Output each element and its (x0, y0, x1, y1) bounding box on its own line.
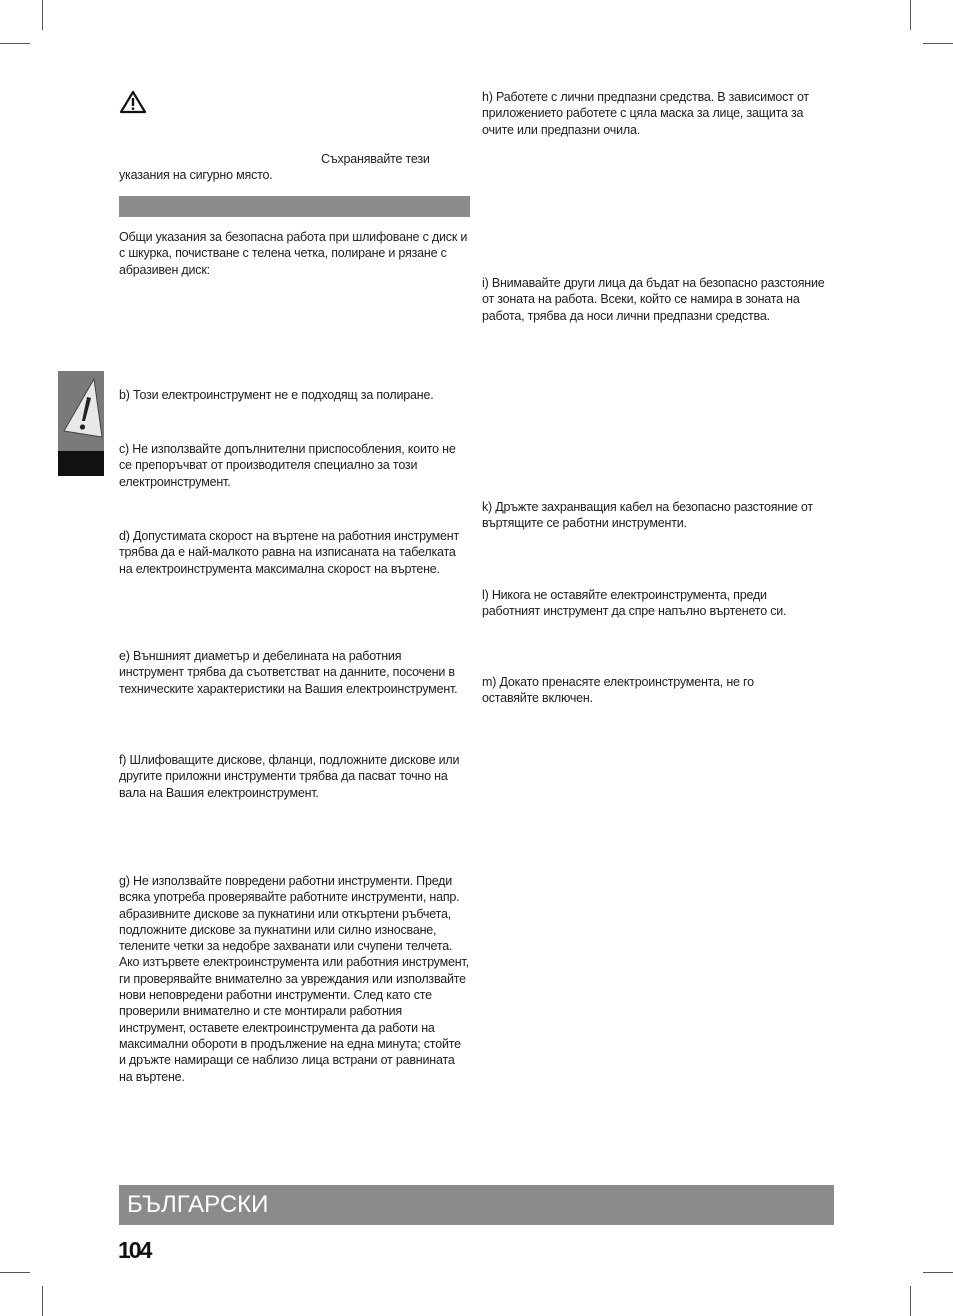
safety-item-e: e) Външният диаметър и дебелината на работния инструмент трябва да съответстват на данните, посочени в техническите характеристики на Вашия електроинструмент. (119, 649, 458, 696)
safety-item-k: k) Дръжте захранващия кабел на безопасно разстояние от въртящите се работни инструменти. (482, 500, 813, 531)
crop-mark (923, 1272, 953, 1273)
safety-item-d: d) Допустимата скорост на въртене на работния инструмент трябва да е най-малкото равна на изписаната на табелката на електроинструмента максимална скорост на въртене. (119, 529, 460, 576)
safety-item-i: i) Внимавайте други лица да бъдат на безопасно разстояние от зоната на работа. Всеки, който се намира в зоната на работа, трябва да носи лични предпазни средства. (482, 276, 825, 323)
general-safety-intro: Общи указания за безопасна работа при шлифоване с диск и с шкурка, почистване с телена четка, полиране и рязане с абразивен диск: (119, 230, 468, 277)
warning-triangle-icon (119, 90, 147, 114)
crop-mark (910, 1286, 911, 1316)
crop-mark (923, 43, 953, 44)
language-label: БЪЛГАРСКИ (127, 1191, 269, 1218)
safety-item-f: f) Шлифоващите дискове, фланци, подложните дискове или другите приложни инструменти трябва да пасват точно на вала на Вашия електроинструмент. (119, 753, 460, 800)
keep-instructions-text-b: указания на сигурно място. (119, 168, 273, 182)
language-bar (119, 1185, 834, 1225)
safety-item-h: h) Работете с лични предпазни средства. В зависимост от приложението работете с цяла маска за лице, защита за очите или предпазни очила. (482, 90, 809, 137)
safety-item-l: l) Никога не оставяйте електроинструмента, преди работният инструмент да спре напълно въртенето си. (482, 588, 787, 619)
crop-mark (0, 43, 30, 44)
safety-item-b: b) Този електроинструмент не е подходящ за полиране. (119, 388, 434, 402)
keep-instructions-text-a: Съхранявайте тези (321, 152, 430, 166)
crop-mark (910, 0, 911, 30)
section-heading-bar (119, 196, 470, 217)
page-number: 104 (118, 1237, 151, 1263)
exclamation-triangle-icon (58, 371, 104, 451)
side-tab (58, 371, 104, 476)
crop-mark (42, 1286, 43, 1316)
safety-item-m: m) Докато пренасяте електроинструмента, не го оставяйте включен. (482, 675, 754, 706)
safety-item-g: g) Не използвайте повредени работни инструменти. Преди всяка употреба проверявайте работните инструменти, напр. абразивните дискове за пукнатини или откъртени ръбчета, подложните дискове за пукнатини или силно износване, телените четки за недобре захванати или счупени телчета. Ако изтървете електроинструмента или работния инструмент, ги проверявайте внимателно за увреждания или използвайте нови неповредени работни инструменти. След като сте проверили внимателно и сте монтирали работния инструмент, оставете електроинструмента да работи на максимални обороти в продължение на една минута; стойте и дръжте намиращи се наблизо лица встрани от равнината на въртене. (119, 874, 469, 1084)
crop-mark (42, 0, 43, 30)
crop-mark (0, 1272, 30, 1273)
safety-item-c: c) Не използвайте допълнителни приспособления, които не се препоръчват от производителя специално за този електроинструмент. (119, 442, 456, 489)
